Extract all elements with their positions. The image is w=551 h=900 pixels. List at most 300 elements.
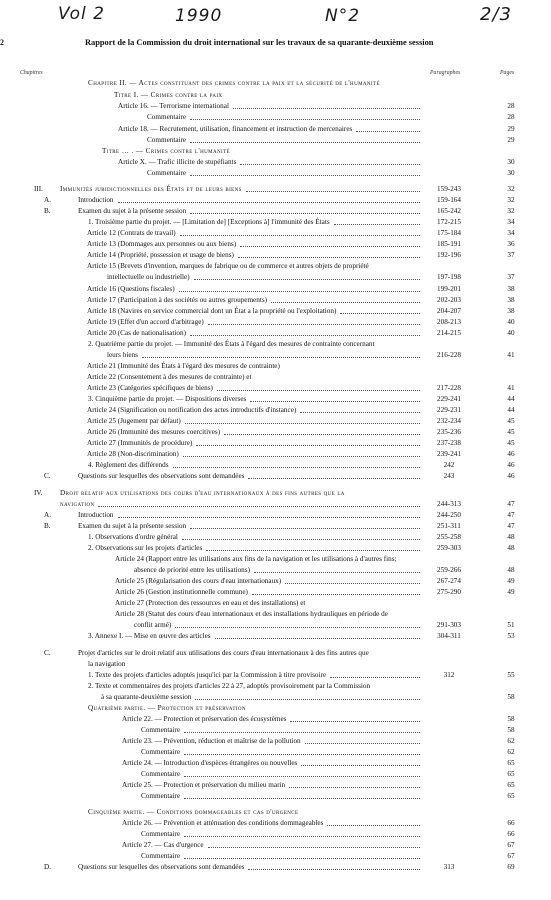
toc-row-page: 40 <box>507 329 515 337</box>
toc-row-title: Commentaire <box>141 852 181 860</box>
toc-row-title: Article 16 (Questions fiscales) <box>87 285 175 293</box>
toc-row-page: 29 <box>507 125 515 133</box>
toc-row <box>0 725 551 735</box>
toc-row-leader <box>208 317 420 325</box>
toc-row-paragraphs: 243 <box>443 472 455 480</box>
toc-row-leader <box>173 460 420 468</box>
toc-row <box>0 747 551 757</box>
toc-row-paragraphs: 204-207 <box>437 307 461 315</box>
toc-row-leader <box>184 747 420 755</box>
column-header-chapters: Chapitres <box>20 70 43 76</box>
toc-row <box>0 306 551 316</box>
toc-row-paragraphs: 202-203 <box>437 296 461 304</box>
toc-row <box>0 780 551 790</box>
toc-row-page: 29 <box>507 136 515 144</box>
toc-row <box>0 416 551 426</box>
toc-row <box>0 587 551 597</box>
toc-row-title: Article 23 (Catégories spécifiques de biens) <box>87 384 213 392</box>
toc-row-page: 44 <box>507 395 515 403</box>
handwritten-number: N°2 <box>325 6 361 26</box>
toc-row-page: 65 <box>507 759 515 767</box>
toc-row-title: Immunités juridictionnelles des États et de leurs biens <box>60 185 242 193</box>
toc-row <box>0 328 551 338</box>
toc-row-title: Article 16. — Terrorisme international <box>118 102 229 110</box>
toc-row-title: Commentaire <box>141 748 181 756</box>
toc-row <box>0 620 551 630</box>
toc-row-paragraphs: 251-311 <box>437 522 461 530</box>
toc-row-title: Introduction <box>78 196 114 204</box>
toc-row-paragraphs: 235-236 <box>437 428 461 436</box>
toc-row-leader <box>217 383 420 391</box>
toc-row-title: Projet d'articles sur le droit relatif aux utilisations des cours d'eau internationaux à des fins autres que <box>78 649 369 657</box>
toc-row-paragraphs: 313 <box>443 863 455 871</box>
toc-row-page: 34 <box>507 229 515 237</box>
toc-row-title: 3. Annexe I. — Mise en œuvre des articles <box>88 632 211 640</box>
toc-row-leader <box>184 725 420 733</box>
toc-row-leader <box>184 791 420 799</box>
toc-row-leader <box>301 758 420 766</box>
toc-row <box>0 631 551 641</box>
toc-row <box>0 124 551 134</box>
toc-row-title: la navigation <box>88 660 126 668</box>
toc-row-leader <box>98 499 420 507</box>
toc-row-title: intellectuelle ou industrielle) <box>107 273 190 281</box>
toc-row <box>0 295 551 305</box>
toc-row-paragraphs: 172-215 <box>437 218 461 226</box>
toc-row-paragraphs: 185-191 <box>437 240 461 248</box>
toc-row-leader <box>246 184 420 192</box>
toc-row-title: Examen du sujet à la présente session <box>78 207 187 215</box>
toc-row <box>0 438 551 448</box>
toc-row-leader <box>254 565 420 573</box>
toc-row <box>0 146 551 156</box>
toc-row-title: Article 26 (Gestion institutionnelle commune) <box>115 588 248 596</box>
toc-row <box>0 829 551 839</box>
toc-row-leader <box>334 217 420 225</box>
toc-row-title: Article 12 (Contrats de travail) <box>87 229 176 237</box>
toc-row-leader <box>118 510 420 518</box>
toc-row-title: Cinquième partie. — Conditions dommageables et cas d'urgence <box>88 808 299 816</box>
toc-row-leader <box>182 532 420 540</box>
toc-row <box>0 78 551 88</box>
toc-row-leader <box>285 576 420 584</box>
toc-row-paragraphs: 192-196 <box>437 251 461 259</box>
toc-row-title: 2. Quatrième partie du projet. — Immunité des États à l'égard des mesures de contrainte concernant <box>88 340 375 348</box>
toc-row-paragraphs: 159-243 <box>437 185 461 193</box>
toc-row-page: 38 <box>507 307 515 315</box>
toc-row-title: 3. Cinquième partie du projet. — Dispositions diverses <box>88 395 247 403</box>
toc-row-title: 1. Troisième partie du projet. — [Limitation de] [Exceptions à] l'immunité des États <box>88 218 330 226</box>
toc-row-page: 65 <box>507 770 515 778</box>
toc-row-page: 65 <box>507 781 515 789</box>
toc-row-paragraphs: 232-234 <box>437 417 461 425</box>
toc-row <box>0 576 551 586</box>
toc-row-page: 46 <box>507 472 515 480</box>
toc-row-page: 28 <box>507 102 515 110</box>
toc-row-title: Article 14 (Propriété, possession et usage de biens) <box>87 251 234 259</box>
toc-row-title: Commentaire <box>141 726 181 734</box>
toc-row-page: 37 <box>507 273 515 281</box>
toc-row-paragraphs: 267-274 <box>437 577 461 585</box>
toc-row-title: Article 27 (Protection des ressources en eau et des installations) et <box>115 599 306 607</box>
toc-row <box>0 217 551 227</box>
toc-row-number: A. <box>44 511 51 519</box>
toc-row <box>0 851 551 861</box>
toc-row-page: 36 <box>507 240 515 248</box>
toc-row-title: Introduction <box>78 511 114 519</box>
toc-row-page: 28 <box>507 113 515 121</box>
toc-row <box>0 862 551 872</box>
toc-row <box>0 565 551 575</box>
toc-row-page: 49 <box>507 588 515 596</box>
toc-row <box>0 769 551 779</box>
toc-row-title: Article 17 (Participation à des sociétés ou autres groupements) <box>87 296 268 304</box>
toc-row <box>0 791 551 801</box>
toc-row-leader <box>184 769 420 777</box>
toc-row-page: 32 <box>507 207 515 215</box>
handwritten-year: 1990 <box>175 6 223 26</box>
toc-row <box>0 195 551 205</box>
toc-row-paragraphs: 255-258 <box>437 533 461 541</box>
toc-row-leader <box>300 405 420 413</box>
toc-row-leader <box>196 438 420 446</box>
toc-row-title: Article 24 (Rapport entre les utilisations aux fins de la navigation et les utilisations à d'autres fins; <box>115 555 397 563</box>
toc-row-title: 2. Observations sur les projets d'articles <box>88 544 203 552</box>
toc-row-number: B. <box>44 207 51 215</box>
toc-row-title: Article 28 (Non-discrimination) <box>87 450 179 458</box>
toc-row <box>0 261 551 271</box>
toc-row-paragraphs: 291-303 <box>437 621 461 629</box>
toc-row <box>0 703 551 713</box>
toc-row-leader <box>195 692 420 700</box>
toc-row-leader <box>194 272 420 280</box>
toc-row <box>0 554 551 564</box>
toc-row-leader <box>190 328 420 336</box>
toc-row-leader <box>233 101 420 109</box>
toc-row-paragraphs: 312 <box>443 671 455 679</box>
toc-row-title: Article 13 (Dommages aux personnes ou aux biens) <box>87 240 237 248</box>
toc-row-title: Article 27. — Cas d'urgence <box>122 841 204 849</box>
toc-row-page: 32 <box>507 185 515 193</box>
toc-row <box>0 488 551 498</box>
toc-row-page: 49 <box>507 577 515 585</box>
toc-row-leader <box>208 840 420 848</box>
toc-row-leader <box>190 168 420 176</box>
toc-row-leader <box>142 350 420 358</box>
toc-row-page: 47 <box>507 511 515 519</box>
toc-row-title: Droit relatif aux utilisations des cours d'eau internationaux à des fins autres que la <box>60 489 345 497</box>
toc-row-title: 2. Texte et commentaires des projets d'articles 22 à 27, adoptés provisoirement par la Commission <box>88 682 371 690</box>
toc-row-paragraphs: 304-311 <box>437 632 461 640</box>
toc-row <box>0 521 551 531</box>
toc-row <box>0 317 551 327</box>
toc-row <box>0 383 551 393</box>
toc-row-title: Article X. — Trafic illicite de stupéfiants <box>118 158 237 166</box>
toc-row <box>0 250 551 260</box>
toc-row-page: 48 <box>507 566 515 574</box>
toc-row-title: Article 22. — Protection et préservation des écosystèmes <box>122 715 287 723</box>
toc-row-title: Article 22 (Consentement à des mesures de contrainte) et <box>87 373 252 381</box>
toc-row-paragraphs: 165-242 <box>437 207 461 215</box>
toc-row-title: Article 26 (Immunité des mesures coercitives) <box>87 428 221 436</box>
toc-row-title: Commentaire <box>141 830 181 838</box>
toc-row-paragraphs: 259-266 <box>437 566 461 574</box>
toc-row-page: 34 <box>507 218 515 226</box>
toc-row-leader <box>248 862 420 870</box>
toc-row-page: 45 <box>507 417 515 425</box>
toc-row-page: 45 <box>507 428 515 436</box>
toc-row-title: Article 25 (Régularisation des cours d'eau internationaux) <box>115 577 282 585</box>
toc-row-title: Commentaire <box>141 770 181 778</box>
toc-row-paragraphs: 214-215 <box>437 329 461 337</box>
toc-row-paragraphs: 197-198 <box>437 273 461 281</box>
toc-row-paragraphs: 159-164 <box>437 196 461 204</box>
toc-row-leader <box>238 250 420 258</box>
toc-row <box>0 670 551 680</box>
toc-row-title: Questions sur lesquelles des observations sont demandées <box>78 472 245 480</box>
toc-row-page: 67 <box>507 852 515 860</box>
toc-row-page: 58 <box>507 693 515 701</box>
toc-row-leader <box>248 471 420 479</box>
toc-row <box>0 692 551 702</box>
toc-row-leader <box>356 124 420 132</box>
toc-row-page: 47 <box>507 522 515 530</box>
toc-row-page: 44 <box>507 406 515 414</box>
toc-row <box>0 239 551 249</box>
toc-row-title: Article 24 (Signification ou notification des actes introductifs d'instance) <box>87 406 297 414</box>
toc-row <box>0 609 551 619</box>
toc-row-title: conflit armé) <box>134 621 172 629</box>
toc-row-paragraphs: 275-290 <box>437 588 461 596</box>
toc-row-paragraphs: 239-241 <box>437 450 461 458</box>
toc-row-title: 1. Observations d'ordre général <box>88 533 178 541</box>
toc-row-page: 45 <box>507 439 515 447</box>
toc-row-leader <box>327 818 420 826</box>
toc-row <box>0 135 551 145</box>
toc-row-leader <box>190 521 420 529</box>
toc-row <box>0 510 551 520</box>
toc-row-page: 67 <box>507 841 515 849</box>
toc-row-leader <box>190 112 420 120</box>
toc-row <box>0 499 551 509</box>
toc-row-page: 62 <box>507 748 515 756</box>
toc-row-title: 4. Règlement des différends <box>88 461 169 469</box>
toc-row-paragraphs: 208-213 <box>437 318 461 326</box>
toc-row <box>0 168 551 178</box>
toc-row-title: Article 19 (Effet d'un accord d'arbitrage) <box>87 318 204 326</box>
toc-row <box>0 471 551 481</box>
toc-row-page: 69 <box>507 863 515 871</box>
toc-row-page: 66 <box>507 819 515 827</box>
toc-row-number: D. <box>44 863 51 871</box>
toc-row <box>0 460 551 470</box>
toc-row-leader <box>290 714 420 722</box>
toc-row <box>0 112 551 122</box>
toc-row-paragraphs: 259-303 <box>437 544 461 552</box>
toc-row-title: Examen du sujet à la présente session <box>78 522 187 530</box>
toc-row <box>0 818 551 828</box>
toc-row-page: 40 <box>507 318 515 326</box>
toc-row-title: Commentaire <box>147 169 187 177</box>
toc-row <box>0 350 551 360</box>
toc-row-number: B. <box>44 522 51 530</box>
toc-row-page: 46 <box>507 450 515 458</box>
toc-row-title: Article 23. — Prévention, réduction et maîtrise de la pollution <box>122 737 301 745</box>
handwritten-part: 2/3 <box>480 4 512 25</box>
toc-row-title: Questions sur lesquelles des observations sont demandées <box>78 863 245 871</box>
toc-row <box>0 840 551 850</box>
running-title: Rapport de la Commission du droit international sur les travaux de sa quarante-deuxième session <box>85 38 434 47</box>
toc-row-page: 62 <box>507 737 515 745</box>
toc-row-page: 48 <box>507 533 515 541</box>
toc-row <box>0 184 551 194</box>
toc-row-title: Article 24. — Introduction d'espèces étrangères ou nouvelles <box>122 759 298 767</box>
toc-row-number: IV. <box>34 489 43 497</box>
toc-row-title: Titre I. — Crimes contre la paix <box>114 91 223 99</box>
toc-row-title: Article 18. — Recrutement, utilisation, financement et instruction de mercenaires <box>118 125 353 133</box>
toc-row <box>0 372 551 382</box>
toc-row-leader <box>289 780 420 788</box>
toc-row-leader <box>240 239 420 247</box>
page-number: 2 <box>0 38 4 47</box>
toc-row-paragraphs: 244-250 <box>437 511 461 519</box>
toc-row-page: 30 <box>507 169 515 177</box>
toc-row <box>0 659 551 669</box>
toc-row-title: Article 21 (Immunité des États à l'égard des mesures de contrainte) <box>87 362 280 370</box>
toc-row-paragraphs: 217-228 <box>437 384 461 392</box>
toc-row-paragraphs: 229-241 <box>437 395 461 403</box>
toc-row-page: 46 <box>507 461 515 469</box>
toc-row-title: Article 28 (Statut des cours d'eau internationaux et des installations hydrauliques en période de <box>115 610 388 618</box>
toc-row-leader <box>180 228 420 236</box>
toc-row-page: 30 <box>507 158 515 166</box>
toc-row <box>0 101 551 111</box>
toc-row <box>0 405 551 415</box>
toc-row-leader <box>175 620 420 628</box>
toc-row-paragraphs: 175-184 <box>437 229 461 237</box>
toc-row-paragraphs: 237-238 <box>437 439 461 447</box>
toc-row-title: leurs biens <box>107 351 138 359</box>
toc-row-number: C. <box>44 472 51 480</box>
toc-row-title: Article 15 (Brevets d'invention, marques de fabrique ou de commerce et autres objets de propriété <box>87 262 369 270</box>
toc-row-title: à sa quarante-deuxième session <box>101 693 192 701</box>
toc-row-page: 53 <box>507 632 515 640</box>
toc-row <box>0 90 551 100</box>
toc-row-title: Article 27 (Immunités de procédure) <box>87 439 193 447</box>
toc-row-paragraphs: 242 <box>443 461 455 469</box>
toc-row-title: 1. Texte des projets d'articles adoptés jusqu'ici par la Commission à titre provisoire <box>88 671 327 679</box>
handwritten-volume: Vol 2 <box>58 4 105 24</box>
toc-row-title: Commentaire <box>147 113 187 121</box>
toc-row-number: III. <box>34 185 43 193</box>
toc-row-leader <box>190 135 420 143</box>
toc-row <box>0 714 551 724</box>
toc-row-leader <box>190 206 420 214</box>
toc-row-leader <box>184 851 420 859</box>
toc-row-paragraphs: 216-228 <box>437 351 461 359</box>
toc-row-number: A. <box>44 196 51 204</box>
toc-row <box>0 532 551 542</box>
toc-row-page: 38 <box>507 296 515 304</box>
toc-row-leader <box>240 157 420 165</box>
toc-row <box>0 206 551 216</box>
toc-row-page: 37 <box>507 251 515 259</box>
toc-row-title: Quatrième partie. — Protection et préservation <box>88 704 246 712</box>
toc-row-paragraphs: 199-201 <box>437 285 461 293</box>
toc-row <box>0 284 551 294</box>
toc-row <box>0 648 551 658</box>
toc-row-title: Commentaire <box>141 792 181 800</box>
toc-row-page: 47 <box>507 500 515 508</box>
toc-row-leader <box>305 736 420 744</box>
toc-row-leader <box>118 195 420 203</box>
toc-row <box>0 228 551 238</box>
toc-row <box>0 361 551 371</box>
toc-row-title: Titre … . — Crimes contre l'humanité <box>102 147 230 155</box>
toc-row <box>0 807 551 817</box>
toc-row <box>0 543 551 553</box>
toc-row <box>0 736 551 746</box>
toc-row-title: absence de priorité entre les utilisations) <box>134 566 250 574</box>
toc-row-page: 58 <box>507 715 515 723</box>
toc-row-leader <box>185 416 420 424</box>
toc-row <box>0 339 551 349</box>
toc-row-page: 48 <box>507 544 515 552</box>
toc-row-title: Article 26. — Prévention et atténuation des conditions dommageables <box>122 819 324 827</box>
toc-row <box>0 157 551 167</box>
toc-row-page: 58 <box>507 726 515 734</box>
toc-row-title: Article 25. — Protection et préservation du milieu marin <box>122 781 286 789</box>
toc-row-page: 38 <box>507 285 515 293</box>
toc-row <box>0 598 551 608</box>
column-header-paragraphs: Paragraphes <box>430 70 461 76</box>
toc-row-title: Chapitre II. — Actes constituant des crimes contre la paix et la sécurité de l'humanité <box>88 79 380 87</box>
toc-row <box>0 272 551 282</box>
toc-row-title: Article 25 (Jugement par défaut) <box>87 417 181 425</box>
toc-row-page: 41 <box>507 351 515 359</box>
toc-row-title: Article 18 (Navires en service commercial dont un État a la propriété ou l'exploitation) <box>87 307 337 315</box>
toc-row-page: 51 <box>507 621 515 629</box>
toc-row <box>0 427 551 437</box>
column-header-pages: Pages <box>500 70 515 76</box>
toc-row-page: 41 <box>507 384 515 392</box>
toc-row-page: 55 <box>507 671 515 679</box>
toc-row-title: Article 20 (Cas de nationalisation) <box>87 329 187 337</box>
toc-row-leader <box>179 284 420 292</box>
toc-row-page: 66 <box>507 830 515 838</box>
toc-row <box>0 449 551 459</box>
toc-row-leader <box>206 543 420 551</box>
toc-row-leader <box>224 427 420 435</box>
toc-row-title: Commentaire <box>147 136 187 144</box>
toc-row-page: 65 <box>507 792 515 800</box>
toc-row <box>0 758 551 768</box>
toc-row-leader <box>271 295 420 303</box>
toc-row-leader <box>183 449 420 457</box>
toc-row-leader <box>184 829 420 837</box>
toc-row-number: C. <box>44 649 51 657</box>
toc-row-paragraphs: 229-231 <box>437 406 461 414</box>
toc-row-leader <box>250 394 420 402</box>
toc-row <box>0 681 551 691</box>
toc-row <box>0 394 551 404</box>
toc-row-title: navigation <box>60 500 95 508</box>
toc-row-paragraphs: 244-313 <box>437 500 461 508</box>
toc-row-leader <box>252 587 420 595</box>
toc-row-leader <box>215 631 420 639</box>
toc-row-leader <box>340 306 420 314</box>
toc-row-page: 32 <box>507 196 515 204</box>
